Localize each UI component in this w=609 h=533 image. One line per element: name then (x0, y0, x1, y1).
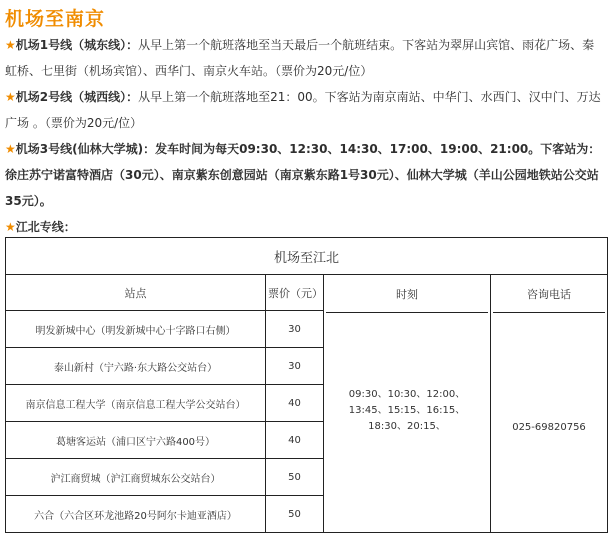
station-cell: 明发新城中心（明发新城中心十字路口右侧） (6, 311, 266, 348)
line-2-name: 机场2号线（城西线）： (15, 90, 139, 104)
airport-line-2 (5, 84, 605, 136)
jiangbei-line-name: 江北专线： (15, 220, 76, 234)
station-cell: 泰山新村（宁六路·东大路公交站台） (6, 348, 266, 385)
star-icon: ★ (5, 220, 16, 234)
station-cell: 葛塘客运站（浦口区宁六路400号） (6, 422, 266, 459)
line-1-desc: 从早上第一个航班落地至当天最后一个航班结束。下客站为翠屏山宾馆、雨花广场、秦虹桥、七里街（机场宾馆）、西华门、南京火车站。（票价为20元/位） (5, 38, 595, 78)
airport-line-1 (5, 32, 605, 84)
line-2-desc: 从早上第一个航班落地至21：00。下客站为南京南站、中华门、水西门、汉中门、万达广场 。（票价为20元/位） (5, 90, 601, 130)
star-icon: ★ (5, 142, 16, 156)
header-station: 站点 (6, 275, 266, 311)
table-caption: 机场至江北 (6, 238, 608, 275)
header-price: 票价（元） (266, 275, 324, 311)
price-cell: 50 (266, 496, 324, 533)
star-icon: ★ (5, 90, 16, 104)
station-cell: 南京信息工程大学（南京信息工程大学公交站台） (6, 385, 266, 422)
line-3-desc: 发车时间为每天09:30、12:30、14:30、17:00、19:00、21:00。下客站为：徐庄苏宁诺富特酒店（30元）、南京紫东创意园站（南京紫东路1号30元）、仙林大学城（羊山公园地铁站公交站35元）。 (5, 142, 601, 208)
star-icon: ★ (5, 38, 16, 52)
header-phone-column (491, 275, 608, 533)
jiangbei-schedule-table (5, 237, 608, 533)
airport-line-3 (5, 136, 605, 214)
price-cell: 40 (266, 422, 324, 459)
header-times-column (324, 275, 491, 533)
header-times: 时刻 (326, 277, 488, 313)
price-cell: 30 (266, 348, 324, 385)
price-cell: 40 (266, 385, 324, 422)
phone-number: 025-69820756 (512, 421, 586, 433)
station-cell: 沪江商贸城（沪江商贸城东公交站台） (6, 459, 266, 496)
page-title: 机场至南京 (5, 8, 106, 30)
price-cell: 50 (266, 459, 324, 496)
line-3-name: 机场3号线(仙林大学城)： (15, 142, 156, 156)
header-phone: 咨询电话 (493, 277, 605, 313)
departure-times: 09:30、10:30、12:00、13:45、15:15、16:15、18:30、20:15、 (348, 388, 466, 432)
station-cell: 六合（六合区环龙池路20号阿尔卡迪亚酒店） (6, 496, 266, 533)
price-cell: 30 (266, 311, 324, 348)
line-1-name: 机场1号线（城东线）： (15, 38, 139, 52)
